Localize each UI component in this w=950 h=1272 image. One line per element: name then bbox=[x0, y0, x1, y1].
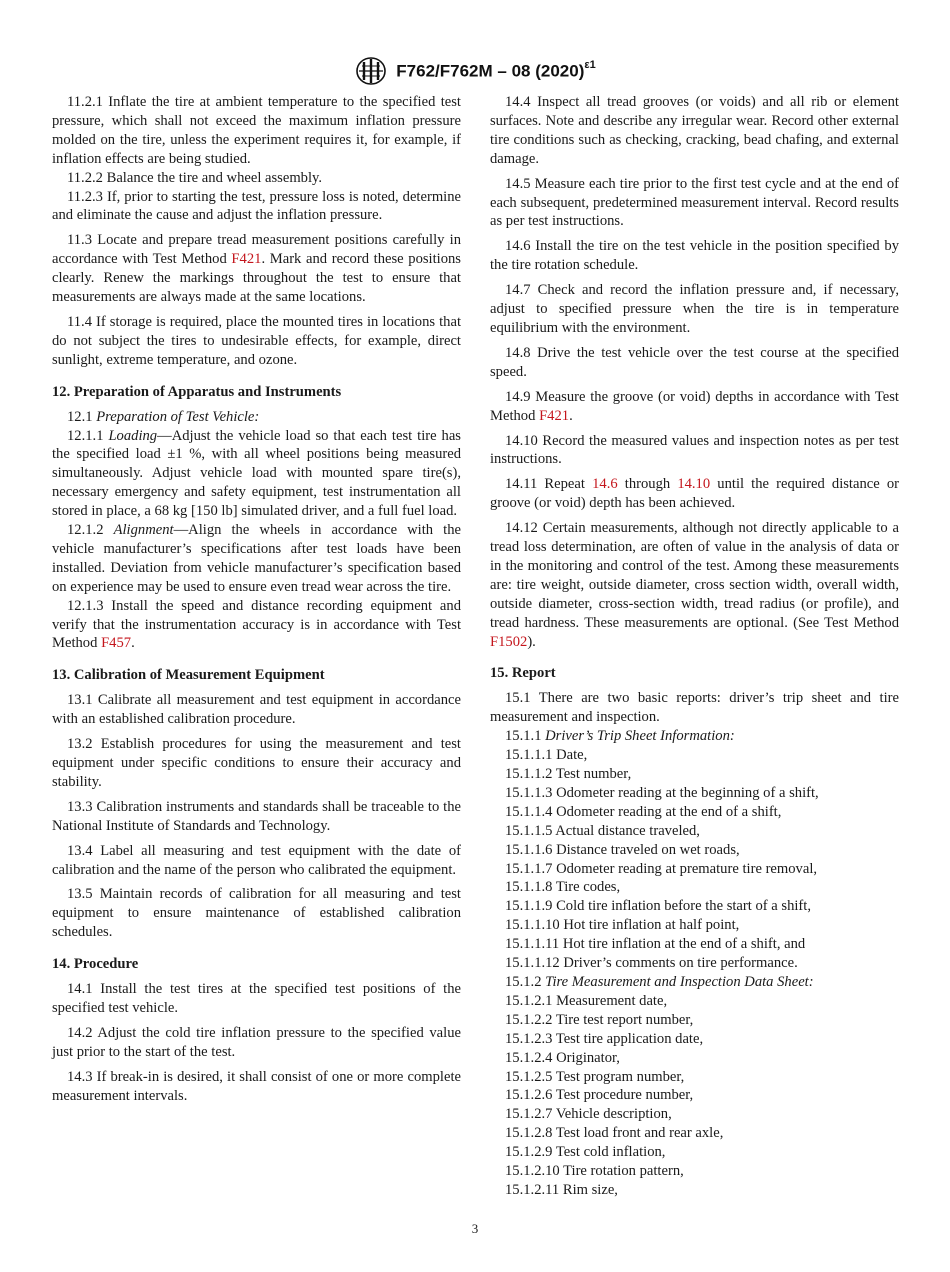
para-15-1-2: 15.1.2 Tire Measurement and Inspection Data Sheet: bbox=[505, 973, 814, 990]
para-14-6: 14.6 Install the tire on the test vehicle in the position specified by the tire rotation schedule. bbox=[490, 238, 899, 274]
para-11-2-2: 11.2.2 Balance the tire and wheel assembly. bbox=[67, 169, 323, 186]
para-14-4: 14.4 Inspect all tread grooves (or voids) and all rib or element surfaces. Note and describe any irregular wear. Record other external tire conditions such as checking, cracking, bead chafing, and external damage. bbox=[490, 94, 899, 167]
para-13-1: 13.1 Calibrate all measurement and test equipment in accordance with an established calibration procedure. bbox=[52, 692, 461, 728]
ref-link-f1502[interactable]: F1502 bbox=[490, 633, 528, 650]
data-sheet-list bbox=[490, 992, 899, 1200]
section-heading-15: 15. Report bbox=[490, 665, 556, 682]
list-item: 15.1.1.5 Actual distance traveled, bbox=[505, 822, 700, 839]
para-11-3: 11.3 Locate and prepare tread measurement positions carefully in accordance with Test Method F421. Mark and record these positions clearly. Renew the markings throughout the test to ensure that measurements are always made at the same locations. bbox=[52, 232, 461, 306]
page-number: 3 bbox=[471, 1221, 479, 1236]
list-item: 15.1.1.2 Test number, bbox=[505, 766, 632, 782]
para-14-2: 14.2 Adjust the cold tire inflation pressure to the specified value just prior to the start of the test. bbox=[52, 1024, 461, 1060]
list-item: 15.1.1.10 Hot tire inflation at half point, bbox=[505, 917, 740, 934]
list-item: 15.1.1.4 Odometer reading at the end of a shift, bbox=[505, 803, 782, 820]
ref-link-f457[interactable]: F457 bbox=[101, 635, 132, 652]
list-item: 15.1.2.7 Vehicle description, bbox=[505, 1106, 672, 1123]
para-14-9: 14.9 Measure the groove (or void) depths in accordance with Test Method F421. bbox=[490, 388, 899, 424]
list-item: 15.1.2.5 Test program number, bbox=[505, 1068, 685, 1085]
para-12-1-3: 12.1.3 Install the speed and distance recording equipment and verify that the instrumentation accuracy is in accordance with Test Method F457. bbox=[52, 597, 461, 652]
para-11-4: 11.4 If storage is required, place the mounted tires in locations that do not subject the tires to undesirable effects, for example, direct sunlight, extreme temperature, and ozone. bbox=[52, 313, 461, 368]
para-12-1-1: 12.1.1 Loading—Adjust the vehicle load so that each test tire has the specified load ±1 %, with all wheel positions being measured simultaneously. Adjust vehicle load with mounted spare tire(s), necessary emergency and safety equipment, test instrumentation all stored in place, a 68 kg [150 lb] simulated driver, and a full fuel load. bbox=[52, 427, 461, 520]
list-item: 15.1.2.10 Tire rotation pattern, bbox=[505, 1163, 684, 1180]
ref-link-14-10[interactable]: 14.10 bbox=[677, 476, 711, 493]
para-11-2-3: 11.2.3 If, prior to starting the test, pressure loss is noted, determine and eliminate the cause and adjust the inflation pressure. bbox=[52, 188, 461, 224]
list-item: 15.1.2.1 Measurement date, bbox=[505, 992, 668, 1009]
standard-designation: F762/F762M – 08 $(2020)^{\varepsilon 1}$ bbox=[396, 58, 596, 81]
epsilon-superscript: ε1 bbox=[584, 58, 596, 71]
list-item: 15.1.1.8 Tire codes, bbox=[505, 879, 621, 896]
page-header bbox=[0, 56, 950, 86]
right-column bbox=[490, 93, 899, 1200]
section-heading-14: 14. Procedure bbox=[52, 956, 139, 973]
list-item: 15.1.2.9 Test cold inflation, bbox=[505, 1144, 666, 1161]
para-14-5: 14.5 Measure each tire prior to the first test cycle and at the end of each subsequent, predetermined measurement interval. Record results as per test instructions. bbox=[490, 175, 899, 230]
para-12-1: 12.1 Preparation of Test Vehicle: bbox=[67, 408, 260, 425]
list-item: 15.1.1.9 Cold tire inflation before the start of a shift, bbox=[505, 898, 811, 915]
astm-logo-icon bbox=[354, 56, 388, 86]
list-item: 15.1.1.7 Odometer reading at premature tire removal, bbox=[505, 860, 818, 877]
ref-link-f421[interactable]: F421 bbox=[231, 251, 262, 268]
para-13-5: 13.5 Maintain records of calibration for all measuring and test equipment to ensure maintenance of established calibration schedules. bbox=[52, 886, 461, 941]
trip-sheet-list bbox=[490, 746, 899, 973]
para-12-1-2: 12.1.2 Alignment—Align the wheels in accordance with the vehicle manufacturer’s specifications after test loads have been installed. Deviation from vehicle manufacturer’s specification based on experience may be used to ensure even tread wear across the tire. bbox=[52, 522, 461, 595]
para-14-3: 14.3 If break-in is desired, it shall consist of one or more complete measurement intervals. bbox=[52, 1068, 461, 1104]
ref-link-14-6[interactable]: 14.6 bbox=[592, 476, 618, 493]
list-item: 15.1.2.4 Originator, bbox=[505, 1049, 620, 1066]
list-item: 15.1.2.8 Test load front and rear axle, bbox=[505, 1125, 724, 1142]
list-item: 15.1.1.1 Date, bbox=[505, 747, 588, 764]
list-item: 15.1.2.11 Rim size, bbox=[505, 1181, 618, 1198]
para-14-8: 14.8 Drive the test vehicle over the test course at the specified speed. bbox=[490, 344, 899, 380]
list-item: 15.1.1.11 Hot tire inflation at the end of a shift, and bbox=[505, 936, 806, 953]
list-item: 15.1.1.3 Odometer reading at the beginning of a shift, bbox=[505, 784, 819, 801]
list-item: 15.1.2.3 Test tire application date, bbox=[505, 1030, 704, 1047]
list-item: 15.1.2.2 Tire test report number, bbox=[505, 1011, 694, 1028]
ref-link-f421-b[interactable]: F421 bbox=[539, 407, 570, 424]
para-14-11: 14.11 Repeat 14.6 through 14.10 until the required distance or groove (or void) depth has been achieved. bbox=[490, 476, 900, 512]
para-15-1-1: 15.1.1 Driver’s Trip Sheet Information: bbox=[505, 728, 735, 745]
list-item: 15.1.2.6 Test procedure number, bbox=[505, 1087, 694, 1104]
para-14-10: 14.10 Record the measured values and inspection notes as per test instructions. bbox=[490, 432, 899, 468]
para-14-12: 14.12 Certain measurements, although not directly applicable to a tread loss determination, are often of value in the analysis of data or in the monitoring and control of the test. Among these measurements are: tire weight, outside diameter, cross section width, overall width, outside diameter, cross-section width, tread radius (or profile), and tread hardness. These measurements are optional. (See Test Method F1502). bbox=[490, 520, 899, 650]
para-14-7: 14.7 Check and record the inflation pressure and, if necessary, adjust to specified pressure when the tire is in temperature equilibrium with the environment. bbox=[490, 282, 899, 336]
para-14-1: 14.1 Install the test tires at the specified test positions of the specified test vehicle. bbox=[52, 981, 461, 1016]
para-13-4: 13.4 Label all measuring and test equipment with the date of calibration and the name of the person who calibrated the equipment. bbox=[52, 842, 461, 878]
para-11-2-1: 11.2.1 Inflate the tire at ambient temperature to the specified test pressure, which shall not exceed the maximum inflation pressure molded on the tire, unless the experiment requires it, for example, if inflation effects are being studied. bbox=[52, 94, 461, 167]
left-column bbox=[52, 93, 461, 1106]
section-heading-13: 13. Calibration of Measurement Equipment bbox=[52, 667, 325, 684]
para-13-3: 13.3 Calibration instruments and standards shall be traceable to the National Institute of Standards and Technology. bbox=[52, 798, 461, 834]
list-item: 15.1.1.12 Driver’s comments on tire performance. bbox=[505, 955, 798, 972]
section-heading-12: 12. Preparation of Apparatus and Instruments bbox=[52, 383, 342, 400]
list-item: 15.1.1.6 Distance traveled on wet roads, bbox=[505, 841, 740, 858]
para-15-1: 15.1 There are two basic reports: driver’s trip sheet and tire measurement and inspection. bbox=[490, 690, 899, 726]
para-13-2: 13.2 Establish procedures for using the measurement and test equipment under specific conditions to ensure their accuracy and stability. bbox=[52, 736, 461, 790]
